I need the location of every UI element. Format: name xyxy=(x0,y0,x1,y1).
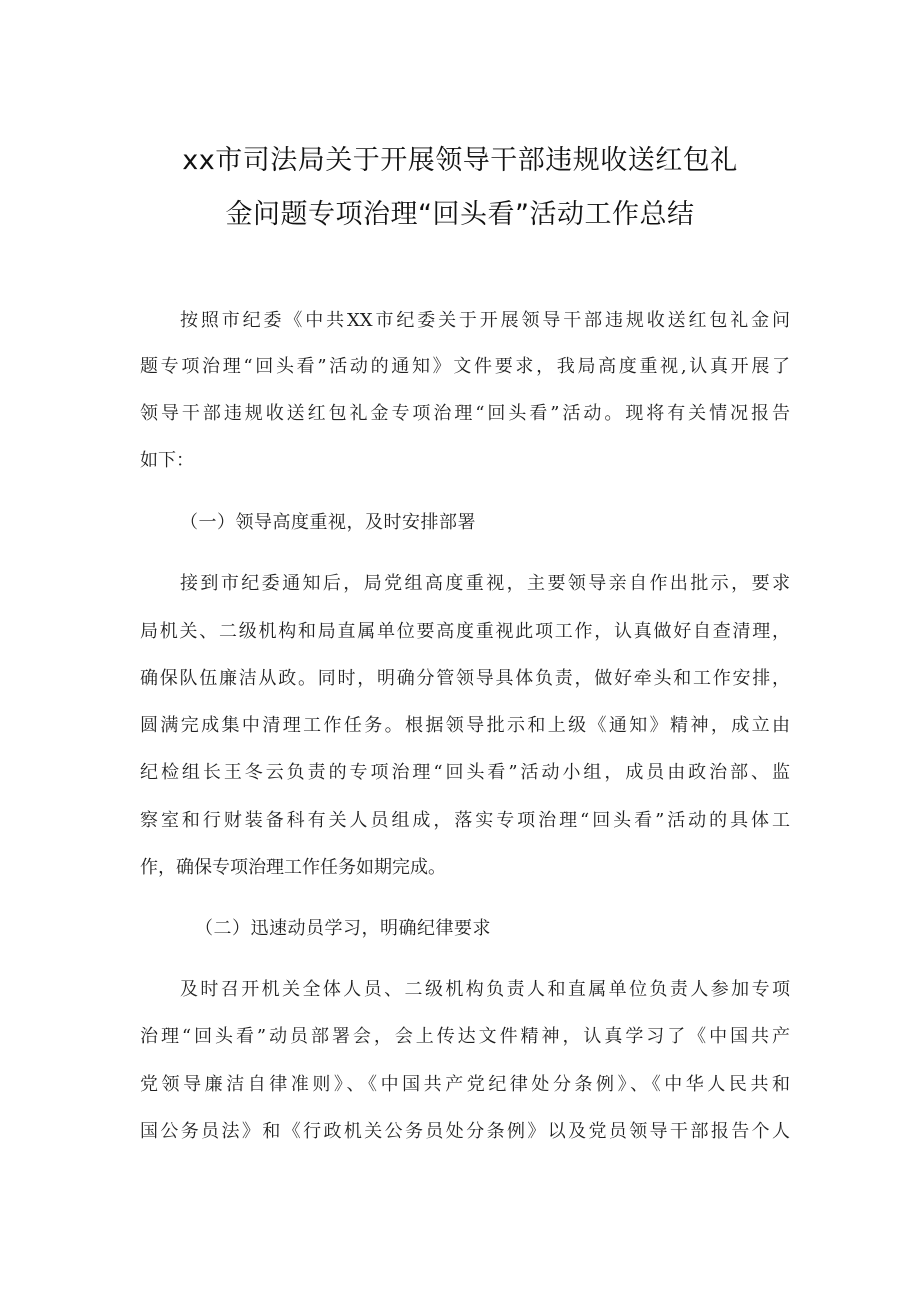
document-title-line-1: xx市司法局关于开展领导干部违规收送红包礼 xyxy=(182,145,738,176)
section2-line-1: 及时召开机关全体人员、二级机构负责人和直属单位负责人参加专项 xyxy=(180,979,790,1000)
intro-line-3: 领导干部违规收送红包礼金专项治理“回头看”活动。现将有关情况报告 xyxy=(140,403,790,424)
section1-line-4: 圆满完成集中清理工作任务。根据领导批示和上级《通知》精神，成立由 xyxy=(140,715,790,736)
section1-line-7: 作，确保专项治理工作任务如期完成。 xyxy=(140,857,446,878)
section1-line-1: 接到市纪委通知后，局党组高度重视，主要领导亲自作出批示，要求 xyxy=(180,573,790,594)
section2-line-2: 治理“回头看”动员部署会，会上传达文件精神，认真学习了《中国共产 xyxy=(140,1026,790,1047)
intro-line-2: 题专项治理“回头看”活动的通知》文件要求，我局高度重视,认真开展了 xyxy=(140,356,790,377)
section-heading-2: （二）迅速动员学习，明确纪律要求 xyxy=(195,918,491,939)
section1-line-2: 局机关、二级机构和局直属单位要高度重视此项工作，认真做好自查清理， xyxy=(140,621,790,642)
section1-line-6: 察室和行财装备科有关人员组成，落实专项治理“回头看”活动的具体工 xyxy=(140,810,790,831)
section1-line-5: 纪检组长王冬云负责的专项治理“回头看”活动小组，成员由政治部、监 xyxy=(140,762,790,783)
section1-line-3: 确保队伍廉洁从政。同时，明确分管领导具体负责，做好牵头和工作安排， xyxy=(140,668,790,689)
document-title-line-2: 金问题专项治理“回头看”活动工作总结 xyxy=(225,199,695,230)
section-heading-1: （一）领导高度重视，及时安排部署 xyxy=(180,512,476,533)
intro-line-4: 如下： xyxy=(140,450,194,471)
section2-line-4: 国公务员法》和《行政机关公务员处分条例》以及党员领导干部报告个人 xyxy=(140,1121,790,1142)
section2-line-3: 党领导廉洁自律准则》、《中国共产党纪律处分条例》、《中华人民共和 xyxy=(140,1074,790,1095)
intro-line-1: 按照市纪委《中共XX市纪委关于开展领导干部违规收送红包礼金问 xyxy=(180,310,790,331)
